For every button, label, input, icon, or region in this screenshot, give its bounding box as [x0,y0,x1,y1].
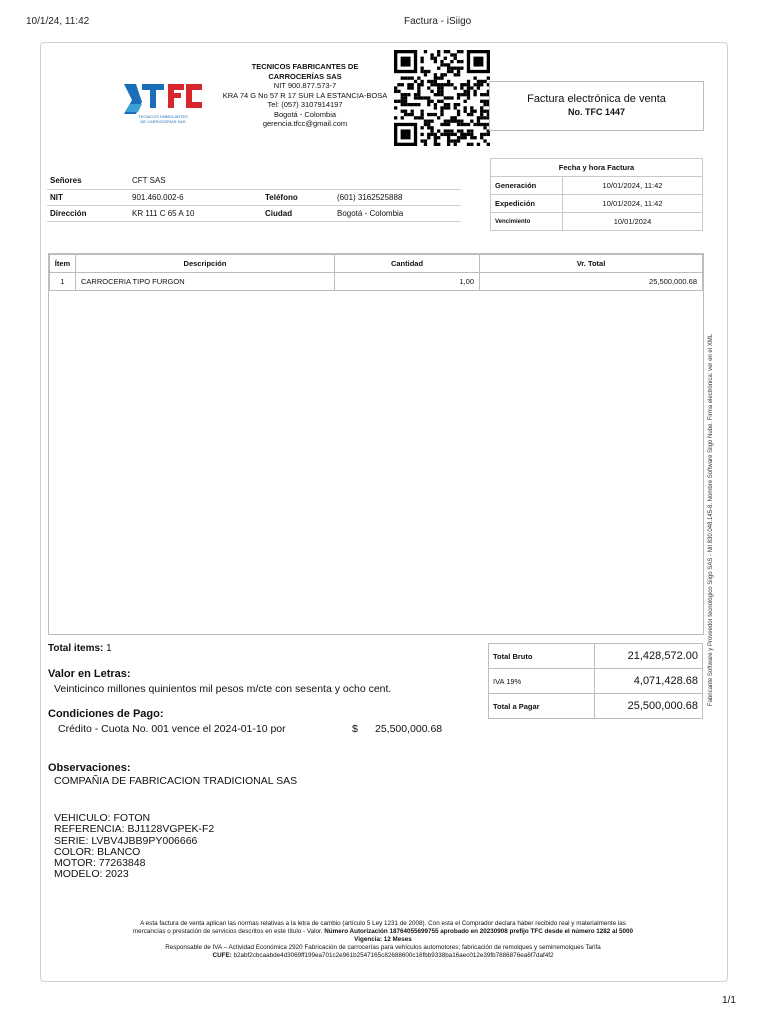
invoice-title-box [489,81,704,131]
payment-text: Crédito - Cuota No. 001 vence el 2024-01-10 por [58,723,286,735]
col-quantity: Cantidad [335,255,480,273]
pay-value: 25,500,000.68 [595,694,703,719]
client-phone: (601) 3162525888 [334,189,461,205]
footer-line1: A esta factura de venta aplican las normas relativas a la letra de cambio (artículo 5 Ley 1231 de 2008). Con esta el Comprador declara haber recibido real y materialmente las [140,920,626,927]
client-city: Bogotá - Colombia [334,205,461,221]
row-item: 1 [50,273,76,291]
footer-authorization: Número Autorización 18764055699755 aprobado en 20230908 prefijo TFC desde el número 1282 al 5000 [324,928,634,935]
expedition-label: Expedición [491,195,563,213]
col-total: Vr. Total [480,255,703,273]
client-nit-label: NIT [47,189,129,205]
client-senores-label: Señores [47,173,129,189]
company-city: Bogotá - Colombia [273,109,337,119]
print-datetime: 10/1/24, 11:42 [26,16,90,27]
client-address: KR 111 C 65 A 10 [129,205,262,221]
legal-footer [70,920,696,960]
footer-line4: Responsable de IVA – Actividad Económica 2920 Fabricación de carrocerías para vehículos automotores; fabricación de remolques y semirremolques Tarifa [165,944,601,951]
company-phone: Tel: (057) 3107914197 [267,100,343,109]
client-address-label: Dirección [47,205,129,221]
items-table-box [48,253,704,635]
invoice-dates-table [490,158,703,231]
company-logo [122,78,204,126]
client-info-table [47,173,461,222]
words-value: Veinticinco millones quinientos mil pesos m/cte con sesenta y ocho cent. [54,683,392,695]
software-provider-note: Fabricante Software y Proveedor tecnológico Siigo SAS - Nit 830.048.145-8. Nombre Software Siigo Nube. Firma electrónica: ver en el XML [708,333,714,707]
table-row [50,273,703,291]
expedition-date: 10/01/2024, 11:42 [563,195,703,213]
row-description: CARROCERIA TIPO FURGON [76,273,335,291]
items-table [49,254,703,291]
payment-label: Condiciones de Pago: [48,708,164,720]
vehicle-motor: MOTOR: 77263848 [54,857,146,870]
svg-text:TECNICOS FABRICANTES: TECNICOS FABRICANTES [138,114,188,119]
vehicle-color: COLOR: BLANCO [54,845,141,858]
dates-header: Fecha y hora Factura [491,159,703,177]
gross-label: Total Bruto [489,644,595,669]
vehicle-serial: SERIE: LVBV4JBB9PY006666 [54,834,198,847]
vehicle-reference: REFERENCIA: BJ1128VGPEK-F2 [54,823,215,836]
page-number: 1/1 [722,995,736,1006]
total-items-value: 1 [106,643,112,654]
client-city-label: Ciudad [262,205,334,221]
vehicle-details [54,813,214,881]
footer-line2a: mercancías o prestación de servicios descritos en este título - Valor. [132,928,323,935]
vehicle-brand: VEHICULO: FOTON [54,812,151,824]
pay-label: Total a Pagar [489,694,595,719]
total-items [48,643,112,654]
svg-text:DE CARROCERIAS SAS: DE CARROCERIAS SAS [140,119,186,124]
company-email: gerencia.tfcc@gmail.com [262,119,348,128]
total-items-label: Total items: [48,643,104,654]
col-item: Ítem [50,255,76,273]
client-nit: 901.460.002-6 [129,189,262,205]
observations-company: COMPAÑIA DE FABRICACION TRADICIONAL SAS [54,775,298,787]
iva-value: 4,071,428.68 [595,669,703,694]
col-description: Descripción [76,255,335,273]
company-address: KRA 74 G No 57 R 17 SUR LA ESTANCIA-BOSA [222,90,388,100]
invoice-number: No. TFC 1447 [567,107,625,117]
row-quantity: 1,00 [335,273,480,291]
cufe-label: CUFE: [212,952,232,959]
totals-table [488,643,703,719]
words-label: Valor en Letras: [48,668,131,680]
gross-value: 21,428,572.00 [595,644,703,669]
generation-date: 10/01/2024, 11:42 [563,177,703,195]
generation-label: Generación [491,177,563,195]
company-nit: NIT 900.877.573-7 [273,81,337,90]
company-name-line2: CARROCERÍAS SAS [268,71,342,81]
qr-code [394,50,490,146]
invoice-title: Factura electrónica de venta [527,93,666,105]
observations-label: Observaciones: [48,762,131,774]
company-info [220,62,390,129]
payment-currency: $ [352,723,358,735]
company-name-line1: TECNICOS FABRICANTES DE [251,62,359,71]
cufe-value: b2abf2cbcaabde4d3069ff199ea701c2e961b2547165c82688600c16fbb9338ba16aec012e39fb7886876ea6f7daf4f2 [233,952,554,959]
payment-amount: 25,500,000.68 [375,723,443,735]
vehicle-model: MODELO: 2023 [54,868,129,881]
footer-validity: Vigencia: 12 Meses [354,936,412,943]
print-title: Factura - iSiigo [404,16,472,27]
due-date: 10/01/2024 [563,213,703,231]
due-label: Vencimiento [491,213,563,231]
iva-label: IVA 19% [489,669,595,694]
row-total: 25,500,000.68 [480,273,703,291]
client-phone-label: Teléfono [262,189,334,205]
client-name: CFT SAS [129,173,461,189]
